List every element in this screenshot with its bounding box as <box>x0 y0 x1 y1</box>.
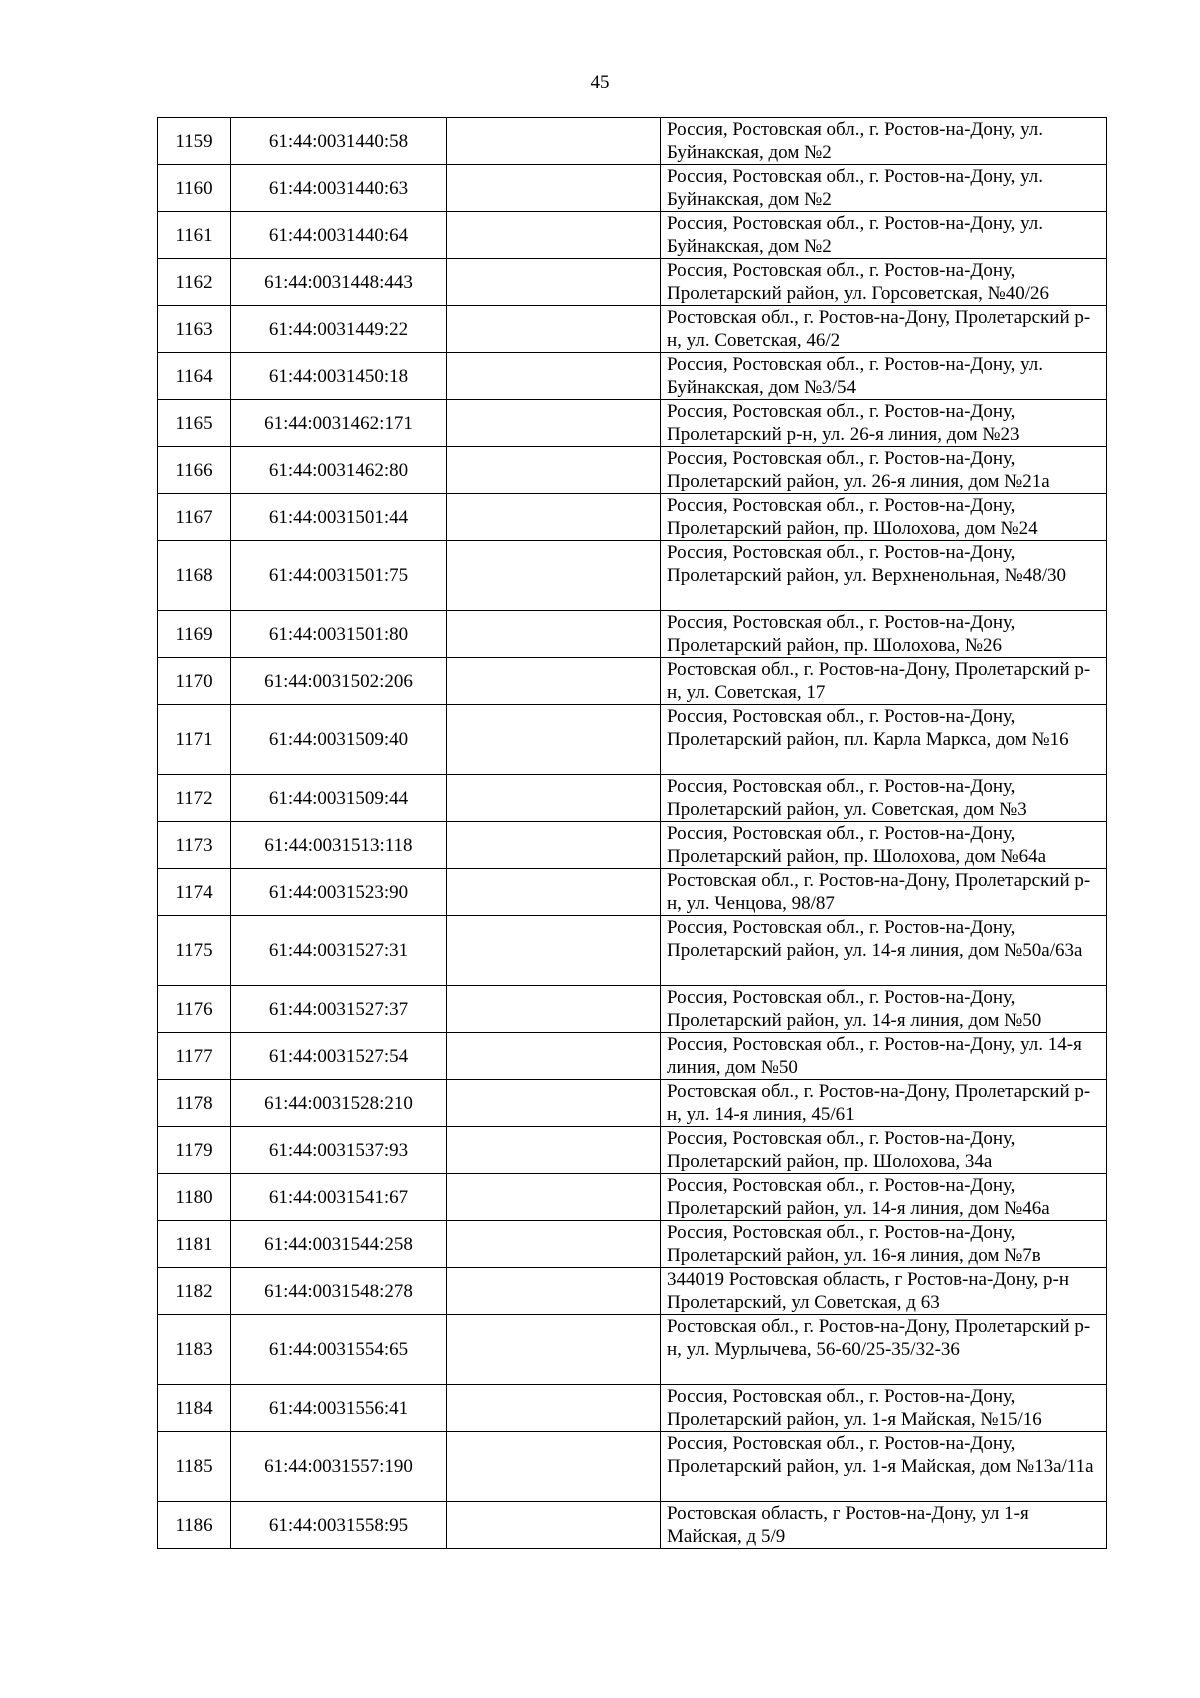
address-cell: Россия, Ростовская обл., г. Ростов-на-Дону, ул. 14-я линия, дом №50 <box>661 1033 1107 1080</box>
empty-cell <box>447 1432 661 1502</box>
address-cell: Россия, Ростовская обл., г. Ростов-на-Дону, ул. Буйнакская, дом №3/54 <box>661 353 1107 400</box>
table-row <box>158 916 1107 986</box>
cadastral-number-cell: 61:44:0031523:90 <box>231 869 447 916</box>
row-number-cell: 1167 <box>158 494 231 541</box>
empty-cell <box>447 1127 661 1174</box>
address-cell: Россия, Ростовская обл., г. Ростов-на-Дону, Пролетарский район, пр. Шолохова, 34а <box>661 1127 1107 1174</box>
table-row <box>158 1174 1107 1221</box>
empty-cell <box>447 400 661 447</box>
cadastral-number-cell: 61:44:0031440:58 <box>231 118 447 165</box>
row-number-cell: 1178 <box>158 1080 231 1127</box>
row-number-cell: 1180 <box>158 1174 231 1221</box>
table-row <box>158 447 1107 494</box>
row-number-cell: 1171 <box>158 705 231 775</box>
address-cell: Россия, Ростовская обл., г. Ростов-на-Дону, Пролетарский район, ул. Горсоветская, №40/26 <box>661 259 1107 306</box>
address-cell: Россия, Ростовская обл., г. Ростов-на-Дону, ул. Буйнакская, дом №2 <box>661 118 1107 165</box>
row-number-cell: 1179 <box>158 1127 231 1174</box>
cadastral-number-cell: 61:44:0031501:75 <box>231 541 447 611</box>
cadastral-number-cell: 61:44:0031557:190 <box>231 1432 447 1502</box>
table-row <box>158 165 1107 212</box>
address-cell: Ростовская обл., г. Ростов-на-Дону, Пролетарский р-н, ул. Советская, 46/2 <box>661 306 1107 353</box>
table-row <box>158 822 1107 869</box>
cadastral-number-cell: 61:44:0031541:67 <box>231 1174 447 1221</box>
address-cell: 344019 Ростовская область, г Ростов-на-Дону, р-н Пролетарский, ул Советская, д 63 <box>661 1268 1107 1315</box>
cadastral-number-cell: 61:44:0031440:63 <box>231 165 447 212</box>
row-number-cell: 1164 <box>158 353 231 400</box>
table-row <box>158 494 1107 541</box>
cadastral-number-cell: 61:44:0031502:206 <box>231 658 447 705</box>
row-number-cell: 1181 <box>158 1221 231 1268</box>
table-body <box>158 118 1107 1549</box>
table-row <box>158 986 1107 1033</box>
empty-cell <box>447 1502 661 1549</box>
table-row <box>158 1080 1107 1127</box>
cadastral-number-cell: 61:44:0031527:37 <box>231 986 447 1033</box>
row-number-cell: 1165 <box>158 400 231 447</box>
row-number-cell: 1163 <box>158 306 231 353</box>
cadastral-number-cell: 61:44:0031513:118 <box>231 822 447 869</box>
table-row <box>158 1033 1107 1080</box>
cadastral-number-cell: 61:44:0031527:54 <box>231 1033 447 1080</box>
row-number-cell: 1174 <box>158 869 231 916</box>
empty-cell <box>447 1174 661 1221</box>
address-cell: Россия, Ростовская обл., г. Ростов-на-Дону, ул. Буйнакская, дом №2 <box>661 165 1107 212</box>
address-cell: Россия, Ростовская обл., г. Ростов-на-Дону, Пролетарский район, ул. 1-я Майская, дом №13а/11а <box>661 1432 1107 1502</box>
row-number-cell: 1186 <box>158 1502 231 1549</box>
table-row <box>158 306 1107 353</box>
address-cell: Россия, Ростовская обл., г. Ростов-на-Дону, Пролетарский район, ул. Советская, дом №3 <box>661 775 1107 822</box>
address-cell: Ростовская обл., г. Ростов-на-Дону, Пролетарский р-н, ул. Ченцова, 98/87 <box>661 869 1107 916</box>
address-cell: Россия, Ростовская обл., г. Ростов-на-Дону, Пролетарский район, ул. Верхненольная, №48/30 <box>661 541 1107 611</box>
empty-cell <box>447 259 661 306</box>
row-number-cell: 1177 <box>158 1033 231 1080</box>
address-cell: Россия, Ростовская обл., г. Ростов-на-Дону, Пролетарский район, ул. 16-я линия, дом №7в <box>661 1221 1107 1268</box>
address-cell: Ростовская область, г Ростов-на-Дону, ул 1-я Майская, д 5/9 <box>661 1502 1107 1549</box>
address-cell: Россия, Ростовская обл., г. Ростов-на-Дону, Пролетарский район, ул. 14-я линия, дом №46а <box>661 1174 1107 1221</box>
row-number-cell: 1183 <box>158 1315 231 1385</box>
table-row <box>158 1432 1107 1502</box>
cadastral-number-cell: 61:44:0031509:44 <box>231 775 447 822</box>
row-number-cell: 1168 <box>158 541 231 611</box>
cadastral-number-cell: 61:44:0031450:18 <box>231 353 447 400</box>
row-number-cell: 1161 <box>158 212 231 259</box>
address-cell: Россия, Ростовская обл., г. Ростов-на-Дону, Пролетарский район, ул. 1-я Майская, №15/16 <box>661 1385 1107 1432</box>
address-cell: Россия, Ростовская обл., г. Ростов-на-Дону, Пролетарский район, пр. Шолохова, №26 <box>661 611 1107 658</box>
cadastral-number-cell: 61:44:0031528:210 <box>231 1080 447 1127</box>
address-cell: Ростовская обл., г. Ростов-на-Дону, Пролетарский р-н, ул. Мурлычева, 56-60/25-35/32-36 <box>661 1315 1107 1385</box>
table-row <box>158 658 1107 705</box>
table-row <box>158 541 1107 611</box>
address-cell: Россия, Ростовская обл., г. Ростов-на-Дону, ул. Буйнакская, дом №2 <box>661 212 1107 259</box>
cadastral-number-cell: 61:44:0031449:22 <box>231 306 447 353</box>
cadastral-number-cell: 61:44:0031501:80 <box>231 611 447 658</box>
cadastral-number-cell: 61:44:0031544:258 <box>231 1221 447 1268</box>
table-row <box>158 611 1107 658</box>
row-number-cell: 1162 <box>158 259 231 306</box>
address-cell: Россия, Ростовская обл., г. Ростов-на-Дону, Пролетарский район, ул. 14-я линия, дом №50а/63а <box>661 916 1107 986</box>
page-number: 45 <box>590 72 610 93</box>
row-number-cell: 1170 <box>158 658 231 705</box>
table-row <box>158 400 1107 447</box>
cadastral-number-cell: 61:44:0031509:40 <box>231 705 447 775</box>
empty-cell <box>447 1080 661 1127</box>
empty-cell <box>447 541 661 611</box>
row-number-cell: 1173 <box>158 822 231 869</box>
address-cell: Россия, Ростовская обл., г. Ростов-на-Дону, Пролетарский район, ул. 14-я линия, дом №50 <box>661 986 1107 1033</box>
table-row <box>158 1127 1107 1174</box>
empty-cell <box>447 447 661 494</box>
cadastral-number-cell: 61:44:0031537:93 <box>231 1127 447 1174</box>
empty-cell <box>447 1315 661 1385</box>
empty-cell <box>447 494 661 541</box>
empty-cell <box>447 916 661 986</box>
row-number-cell: 1185 <box>158 1432 231 1502</box>
row-number-cell: 1166 <box>158 447 231 494</box>
empty-cell <box>447 1385 661 1432</box>
registry-table <box>157 117 1107 1549</box>
empty-cell <box>447 869 661 916</box>
empty-cell <box>447 165 661 212</box>
address-cell: Россия, Ростовская обл., г. Ростов-на-Дону, Пролетарский район, пр. Шолохова, дом №24 <box>661 494 1107 541</box>
table-row <box>158 1221 1107 1268</box>
row-number-cell: 1182 <box>158 1268 231 1315</box>
address-cell: Ростовская обл., г. Ростов-на-Дону, Пролетарский р-н, ул. Советская, 17 <box>661 658 1107 705</box>
row-number-cell: 1159 <box>158 118 231 165</box>
row-number-cell: 1172 <box>158 775 231 822</box>
table-row <box>158 1385 1107 1432</box>
cadastral-number-cell: 61:44:0031548:278 <box>231 1268 447 1315</box>
cadastral-number-cell: 61:44:0031527:31 <box>231 916 447 986</box>
empty-cell <box>447 658 661 705</box>
empty-cell <box>447 1033 661 1080</box>
address-cell: Россия, Ростовская обл., г. Ростов-на-Дону, Пролетарский район, пр. Шолохова, дом №64а <box>661 822 1107 869</box>
cadastral-number-cell: 61:44:0031462:80 <box>231 447 447 494</box>
empty-cell <box>447 1268 661 1315</box>
row-number-cell: 1160 <box>158 165 231 212</box>
row-number-cell: 1175 <box>158 916 231 986</box>
cadastral-number-cell: 61:44:0031558:95 <box>231 1502 447 1549</box>
address-cell: Россия, Ростовская обл., г. Ростов-на-Дону, Пролетарский район, ул. 26-я линия, дом №21а <box>661 447 1107 494</box>
cadastral-number-cell: 61:44:0031501:44 <box>231 494 447 541</box>
cadastral-number-cell: 61:44:0031448:443 <box>231 259 447 306</box>
cadastral-number-cell: 61:44:0031554:65 <box>231 1315 447 1385</box>
address-cell: Россия, Ростовская обл., г. Ростов-на-Дону, Пролетарский р-н, ул. 26-я линия, дом №23 <box>661 400 1107 447</box>
table-row <box>158 353 1107 400</box>
table-row <box>158 775 1107 822</box>
empty-cell <box>447 822 661 869</box>
table-row <box>158 869 1107 916</box>
empty-cell <box>447 118 661 165</box>
table-row <box>158 1268 1107 1315</box>
cadastral-number-cell: 61:44:0031556:41 <box>231 1385 447 1432</box>
table-row <box>158 118 1107 165</box>
empty-cell <box>447 986 661 1033</box>
empty-cell <box>447 705 661 775</box>
table-row <box>158 705 1107 775</box>
empty-cell <box>447 353 661 400</box>
row-number-cell: 1184 <box>158 1385 231 1432</box>
empty-cell <box>447 775 661 822</box>
empty-cell <box>447 306 661 353</box>
empty-cell <box>447 611 661 658</box>
address-cell: Ростовская обл., г. Ростов-на-Дону, Пролетарский р-н, ул. 14-я линия, 45/61 <box>661 1080 1107 1127</box>
table-row <box>158 1502 1107 1549</box>
cadastral-number-cell: 61:44:0031440:64 <box>231 212 447 259</box>
empty-cell <box>447 212 661 259</box>
cadastral-number-cell: 61:44:0031462:171 <box>231 400 447 447</box>
empty-cell <box>447 1221 661 1268</box>
row-number-cell: 1176 <box>158 986 231 1033</box>
table-row <box>158 259 1107 306</box>
table-row <box>158 212 1107 259</box>
address-cell: Россия, Ростовская обл., г. Ростов-на-Дону, Пролетарский район, пл. Карла Маркса, дом №16 <box>661 705 1107 775</box>
table-row <box>158 1315 1107 1385</box>
row-number-cell: 1169 <box>158 611 231 658</box>
